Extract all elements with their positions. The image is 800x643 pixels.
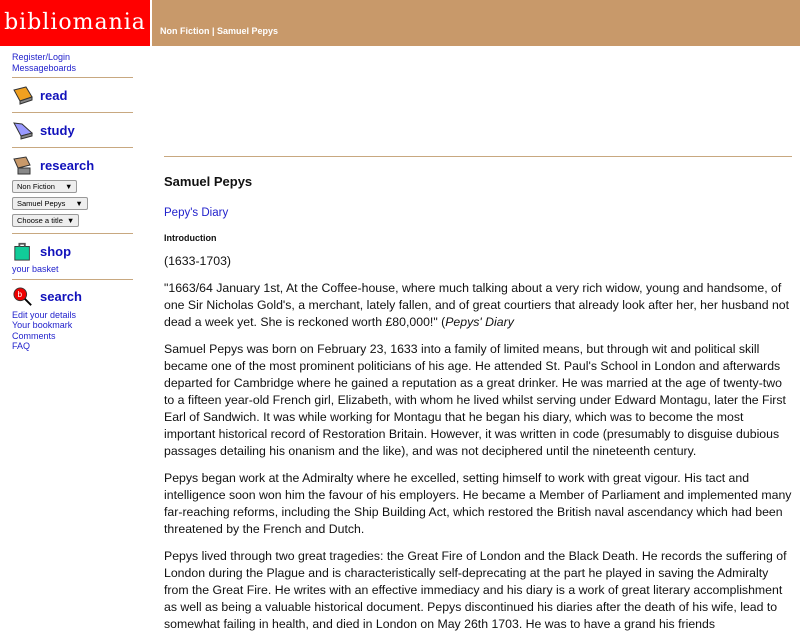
bookmark-link[interactable]: Your bookmark (12, 320, 73, 330)
shop-label: shop (40, 243, 72, 259)
author-select[interactable] (12, 197, 88, 210)
paragraph: Samuel Pepys was born on February 23, 1633 into a family of limited means, but through wit and political skill became one of the most prominent politicians of his age. He attended St. Paul's School in London and afterwards departed for Cambridge where he gained a reputation as a great drinker. He was married at the age of twenty-two to a fifteen year-old French girl, Elizabeth, with whom he lived whilst serving under Edward Montagu, later the First Earl of Sandwich. It was while working for Montagu that he began his diary, which was to become the most important historical record of Restoration Britain. However, it was written in code (presumably to disguise dubious passages detailing his onanism and the like), and was not deciphered until the nineteenth century. (164, 342, 786, 458)
svg-text:b: b (17, 289, 23, 299)
book-brown-icon (12, 155, 34, 175)
nav-search[interactable] (12, 284, 133, 310)
paragraph: Pepys lived through two great tragedies: the Great Fire of London and the Black Death. He records the suffering of London during the Plague and is characteristically self-deprecating at the part he played in saving the Admiralty from the Great Fire. He writes with an effective immediacy and his diary is a work of great literary accomplishment as well as being a valuable historical document. Pepys discontinued his diaries after the death of his wife, lead to somewhat failing in health, and died in London on May 26th 1703. He was to have a grand his friends (164, 549, 787, 631)
quote-text: "1663/64 January 1st, At the Coffee-house, where much talking about a very rich widow, young and handsome, of one Sir Nicholas Gold's, a merchant, lately fallen, and of great courtiers that already look after her, her husband not dead a week yet. She is reckoned worth £80,000!" ( (164, 281, 790, 329)
logo[interactable]: bibliomania (0, 0, 150, 46)
book-orange-icon (12, 85, 34, 105)
shopping-bag-icon (12, 241, 34, 261)
dropdown-arrow-icon: ▼ (64, 182, 73, 191)
breadcrumb: Non Fiction | Samuel Pepys (152, 0, 800, 46)
divider (12, 112, 133, 113)
main-content (164, 156, 792, 643)
magnifier-icon (12, 287, 34, 307)
nav-study[interactable] (12, 117, 133, 143)
research-label: research (40, 157, 95, 173)
nav-read[interactable] (12, 82, 133, 108)
dates: (1633-1703) (164, 254, 231, 268)
search-label: search (40, 289, 82, 304)
divider (12, 279, 133, 280)
title-select[interactable] (12, 214, 79, 227)
book-open-icon (12, 120, 34, 140)
divider (164, 156, 792, 157)
dropdown-arrow-icon: ▼ (75, 199, 83, 208)
your-basket-link[interactable]: your basket (12, 264, 59, 274)
divider (12, 77, 133, 78)
read-label: read (40, 87, 68, 103)
work-link[interactable]: Pepy's Diary (164, 207, 229, 219)
messageboards-link[interactable]: Messageboards (12, 62, 77, 73)
dropdown-arrow-icon: ▼ (66, 216, 75, 225)
divider (12, 147, 133, 148)
title-select-value: Choose a title (17, 216, 63, 225)
author-select-value: Samuel Pepys (17, 199, 66, 208)
quote (164, 280, 792, 331)
divider (12, 233, 133, 234)
nav-research[interactable] (12, 152, 133, 178)
category-select[interactable] (12, 180, 77, 193)
quote-source: Pepys' Diary (445, 315, 514, 329)
category-select-value: Non Fiction (17, 182, 55, 191)
faq-link[interactable]: FAQ (12, 341, 31, 351)
section-heading: Introduction (164, 233, 217, 243)
edit-details-link[interactable]: Edit your details (12, 309, 77, 320)
nav-shop[interactable] (12, 238, 133, 264)
comments-link[interactable]: Comments (12, 330, 56, 341)
study-label: study (40, 122, 75, 138)
sidebar (12, 52, 133, 352)
page-title: Samuel Pepys (164, 174, 253, 189)
paragraph: Pepys began work at the Admiralty where he excelled, setting himself to work with great vigour. His tact and intelligence soon won him the favour of his employers. He became a Member of Parliament and implemented many far-reaching reforms, including the Ship Building Act, which restored the British naval ascendancy which had been threatened by the French and Dutch. (164, 471, 792, 536)
register-login-link[interactable]: Register/Login (12, 52, 71, 62)
